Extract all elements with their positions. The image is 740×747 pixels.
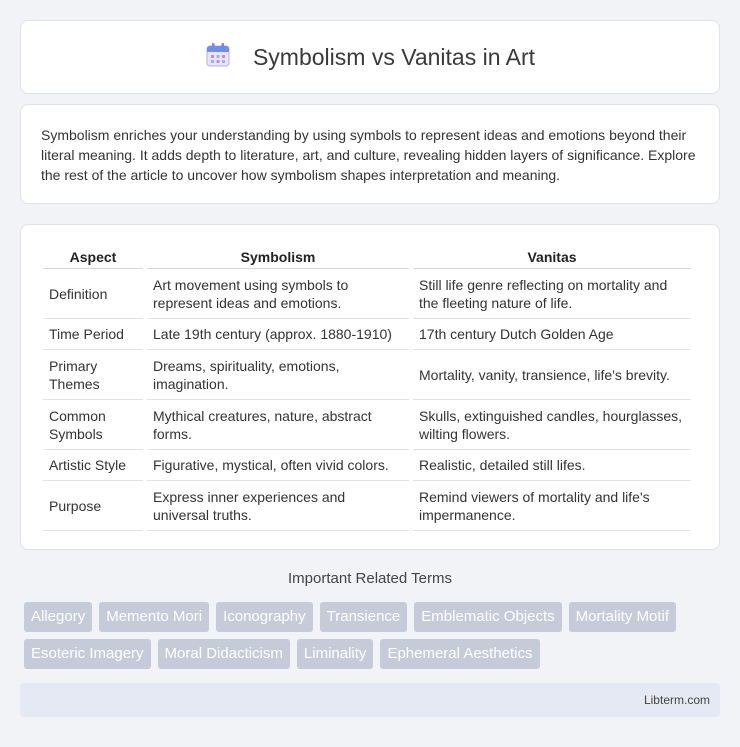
tag-memento-mori[interactable]: Memento Mori [99,602,209,632]
cell-aspect: Common Symbols [43,400,143,450]
cell-vanitas: Realistic, detailed still lifes. [413,450,691,481]
tag-esoteric-imagery[interactable]: Esoteric Imagery [24,639,151,669]
tag-liminality[interactable]: Liminality [297,639,374,669]
cell-symbolism: Dreams, spirituality, emotions, imagination. [147,350,409,400]
cell-symbolism: Mythical creatures, nature, abstract forms. [147,400,409,450]
header [205,42,535,73]
table-row [43,481,691,531]
cell-aspect: Definition [43,269,143,319]
tag-moral-didacticism[interactable]: Moral Didacticism [158,639,290,669]
tag-mortality-motif[interactable]: Mortality Motif [569,602,676,632]
related-terms-list [24,602,724,669]
header-symbolism: Symbolism [147,245,409,269]
cell-symbolism: Figurative, mystical, often vivid colors. [147,450,409,481]
cell-symbolism: Late 19th century (approx. 1880-1910) [147,319,409,350]
cell-aspect: Primary Themes [43,350,143,400]
table-row [43,319,691,350]
cell-aspect: Time Period [43,319,143,350]
comparison-table [39,245,695,531]
cell-vanitas: Skulls, extinguished candles, hourglasses, wilting flowers. [413,400,691,450]
cell-vanitas: Mortality, vanity, transience, life's brevity. [413,350,691,400]
tag-iconography[interactable]: Iconography [216,602,313,632]
header-aspect: Aspect [43,245,143,269]
tag-emblematic-objects[interactable]: Emblematic Objects [414,602,561,632]
comparison-card [20,224,720,550]
calendar-icon [205,42,231,73]
cell-vanitas: Remind viewers of mortality and life's impermanence. [413,481,691,531]
tag-ephemeral-aesthetics[interactable]: Ephemeral Aesthetics [380,639,539,669]
footer [20,683,720,717]
table-row [43,450,691,481]
cell-symbolism: Art movement using symbols to represent ideas and emotions. [147,269,409,319]
tag-allegory[interactable]: Allegory [24,602,92,632]
header-card [20,20,720,94]
page-title: Symbolism vs Vanitas in Art [252,43,536,70]
cell-aspect: Purpose [43,481,143,531]
cell-symbolism: Express inner experiences and universal truths. [147,481,409,531]
table-row [43,350,691,400]
table-row [43,400,691,450]
tag-transience[interactable]: Transience [320,602,408,632]
table-row [43,269,691,319]
table-header-row [43,245,691,269]
cell-vanitas: Still life genre reflecting on mortality and the fleeting nature of life. [413,269,691,319]
intro-card [20,104,720,204]
header-vanitas: Vanitas [413,245,691,269]
footer-brand-link[interactable]: Libterm.com [643,693,710,707]
cell-aspect: Artistic Style [43,450,143,481]
cell-vanitas: 17th century Dutch Golden Age [413,319,691,350]
intro-text: Symbolism enriches your understanding by using symbols to represent ideas and emotions beyond their literal meaning. It adds depth to literature, art, and culture, revealing hidden layers of significance. Explore the rest of the article to uncover how symbolism shapes interpretation and meaning. [41,127,696,183]
related-terms-title: Important Related Terms [288,570,452,587]
